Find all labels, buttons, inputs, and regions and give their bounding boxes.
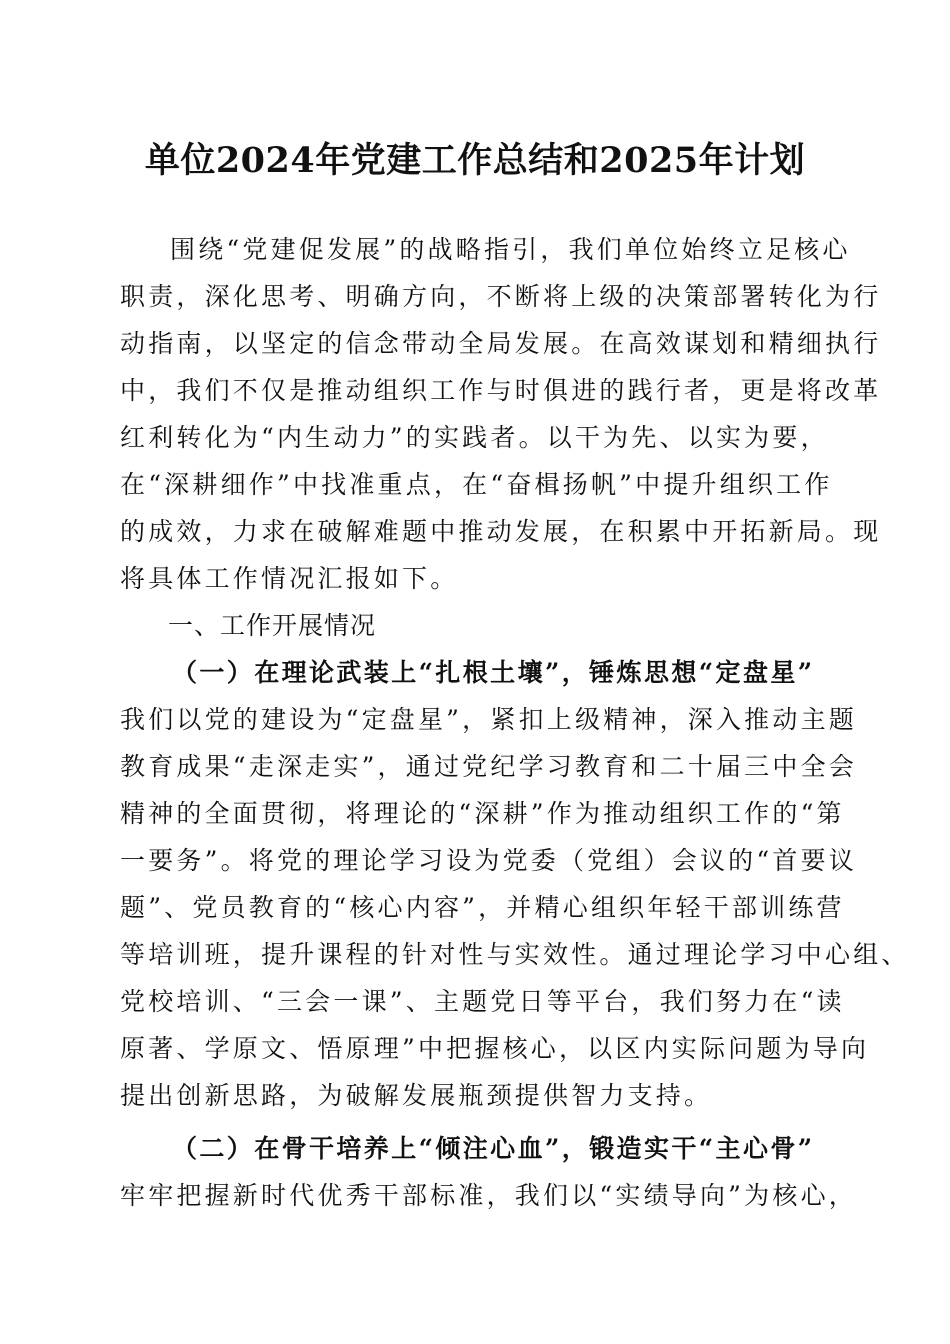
subsection-heading: （二）在骨干培养上“倾注心血”，锻造实干“主心骨” (172, 1134, 815, 1163)
paragraph-line: 题”、党员教育的“核心内容”，并精心组织年轻干部训练营 (120, 893, 845, 922)
intro-line: 在“深耕细作”中找准重点，在“奋楫扬帆”中提升组织工作 (120, 470, 833, 499)
intro-line: 红利转化为“内生动力”的实践者。以干为先、以实为要， (120, 423, 829, 452)
document-title: 单位2024年党建工作总结和2025年计划 (144, 140, 806, 181)
paragraph-line: 提出创新思路，为破解发展瓶颈提供智力支持。 (120, 1081, 713, 1110)
intro-line: 职责，深化思考、明确方向，不断将上级的决策部署转化为行 (120, 282, 882, 311)
intro-line: 的成效，力求在破解难题中推动发展，在积累中开拓新局。现 (120, 517, 882, 546)
paragraph-line: 教育成果“走深走实”，通过党纪学习教育和二十届三中全会 (120, 752, 857, 781)
paragraph-line: 党校培训、“三会一课”、主题党日等平台，我们努力在“读 (120, 987, 845, 1016)
paragraph-line: 牢牢把握新时代优秀干部标准，我们以“实绩导向”为核心， (120, 1181, 857, 1210)
paragraph-line: 等培训班，提升课程的针对性与实效性。通过理论学习中心组、 (120, 940, 910, 969)
intro-line: 动指南，以坚定的信念带动全局发展。在高效谋划和精细执行 (120, 329, 882, 358)
intro-line: 中，我们不仅是推动组织工作与时俱进的践行者，更是将改革 (120, 376, 882, 405)
section-heading: 一、工作开展情况 (168, 611, 377, 640)
subsection-heading: （一）在理论武装上“扎根土壤”，锤炼思想“定盘星” (172, 658, 815, 687)
paragraph-line: 我们以党的建设为“定盘星”，紧扣上级精神，深入推动主题 (120, 705, 857, 734)
paragraph-line: 一要务”。将党的理论学习设为党委（党组）会议的“首要议 (120, 846, 857, 875)
intro-line: 将具体工作情况汇报如下。 (120, 564, 459, 593)
paragraph-line: 精神的全面贯彻，将理论的“深耕”作为推动组织工作的“第 (120, 799, 845, 828)
document-body (120, 226, 910, 1219)
paragraph-line: 原著、学原文、悟原理”中把握核心，以区内实际问题为导向 (120, 1034, 870, 1063)
intro-line: 围绕“党建促发展”的战略指引，我们单位始终立足核心 (170, 235, 851, 264)
